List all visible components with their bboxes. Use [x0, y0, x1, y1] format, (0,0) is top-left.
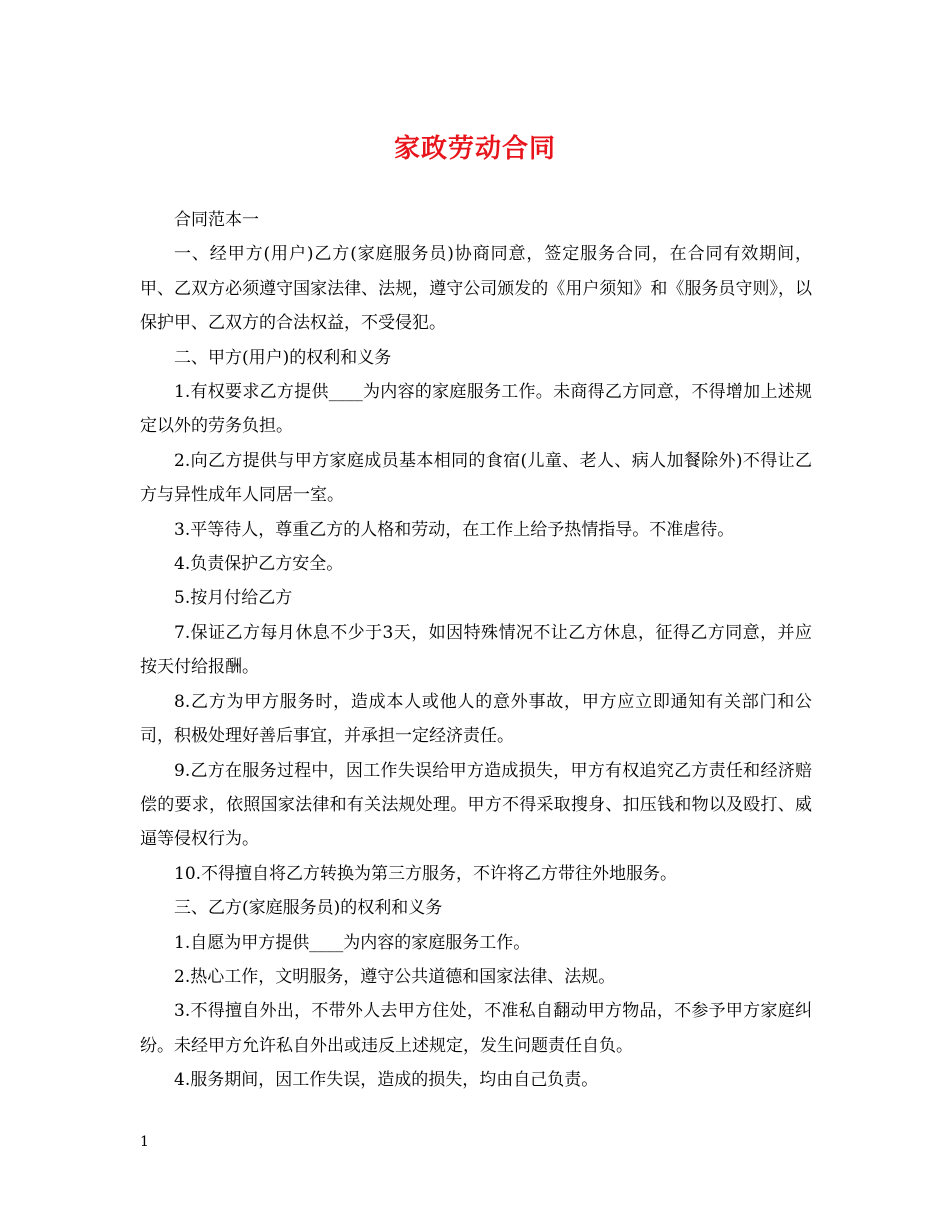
- paragraph: 7.保证乙方每月休息不少于3天，如因特殊情况不让乙方休息，征得乙方同意，并应按天付给报酬。: [140, 622, 812, 678]
- paragraph: 1.有权要求乙方提供____为内容的家庭服务工作。未商得乙方同意，不得增加上述规定以外的劳务负担。: [140, 382, 812, 437]
- paragraph: 2.向乙方提供与甲方家庭成员基本相同的食宿(儿童、老人、病人加餐除外)不得让乙方与异性成年人同居一室。: [140, 450, 812, 506]
- paragraph: 一、经甲方(用户)乙方(家庭服务员)协商同意，签定服务合同，在合同有效期间，甲、乙双方必须遵守国家法律、法规，遵守公司颁发的《用户须知》和《服务员守则》，以保护甲、乙双方的合法权益，不受侵犯。: [140, 244, 812, 334]
- paragraph: 8.乙方为甲方服务时，造成本人或他人的意外事故，甲方应立即通知有关部门和公司，积极处理好善后事宜，并承担一定经济责任。: [140, 691, 812, 747]
- page-number: 1: [140, 1134, 149, 1150]
- paragraph: 3.平等待人，尊重乙方的人格和劳动，在工作上给予热情指导。不准虐待。: [174, 519, 735, 540]
- section-heading: 二、甲方(用户)的权利和义务: [174, 347, 392, 368]
- paragraph: 3.不得擅自外出，不带外人去甲方住处，不准私自翻动甲方物品，不参予甲方家庭纠纷。未经甲方允许私自外出或违反上述规定，发生问题责任自负。: [140, 1001, 812, 1056]
- paragraph: 10.不得擅自将乙方转换为第三方服务，不许将乙方带往外地服务。: [174, 863, 678, 884]
- document-body: [140, 203, 812, 1098]
- paragraph: 4.负责保护乙方安全。: [174, 554, 344, 575]
- paragraph: 4.服务期间，因工作失误，造成的损失，均由自己负责。: [174, 1070, 599, 1091]
- paragraph: 合同范本一: [174, 210, 259, 230]
- paragraph: 1.自愿为甲方提供____为内容的家庭服务工作。: [174, 932, 531, 953]
- paragraph: 2.热心工作，文明服务，遵守公共道德和国家法律、法规。: [174, 966, 616, 987]
- paragraph: 9.乙方在服务过程中，因工作失误给甲方造成损失，甲方有权追究乙方责任和经济赔偿的要求，依照国家法律和有关法规处理。甲方不得采取搜身、扣压钱和物以及殴打、威逼等侵权行为。: [140, 760, 812, 850]
- section-heading: 三、乙方(家庭服务员)的权利和义务: [174, 898, 443, 919]
- paragraph: 5.按月付给乙方: [174, 588, 293, 609]
- document-title: 家政劳动合同: [393, 134, 556, 164]
